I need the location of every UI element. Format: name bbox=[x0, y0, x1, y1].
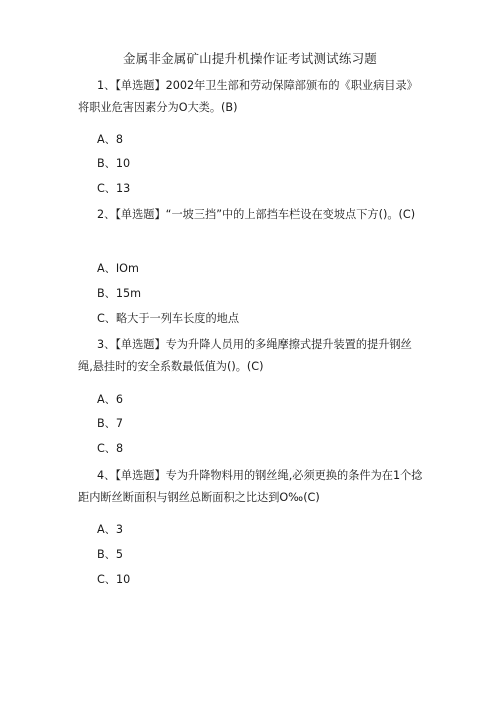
question-4-option-a: A、3 bbox=[97, 523, 123, 536]
question-2-option-a: A、IOm bbox=[97, 262, 139, 275]
question-1-option-c: C、13 bbox=[97, 182, 131, 195]
question-2: 2、【单选题】“一坡三挡”中的上部挡车栏设在变坡点下方()。(C) bbox=[97, 208, 416, 221]
question-1-option-b: B、10 bbox=[97, 157, 131, 170]
question-4-option-c: C、10 bbox=[97, 573, 131, 586]
question-1-option-a: A、8 bbox=[97, 133, 123, 146]
question-1: 1、【单选题】2002年卫生部和劳动保障部颁布的《职业病目录》将职业危害因素分为O大类。(B) bbox=[78, 79, 418, 114]
question-4: 4、【单选题】专为升降物料用的钢丝绳,必须更换的条件为在1个捻距内断丝断面积与钢丝总断面积之比达到O‰(C) bbox=[78, 469, 423, 504]
question-3: 3、【单选题】专为升降人员用的多绳摩擦式提升装置的提升钢丝绳,悬挂时的安全系数最低值为()。(C) bbox=[78, 338, 412, 373]
question-2-option-c: C、略大于一列车长度的地点 bbox=[97, 312, 240, 325]
question-2-option-b: B、15m bbox=[97, 287, 141, 300]
question-4-option-b: B、5 bbox=[97, 548, 123, 561]
question-3-option-c: C、8 bbox=[97, 442, 124, 455]
question-3-option-b: B、7 bbox=[97, 417, 123, 430]
document-title: 金属非金属矿山提升机操作证考试测试练习题 bbox=[122, 51, 377, 66]
question-3-option-a: A、6 bbox=[97, 393, 123, 406]
